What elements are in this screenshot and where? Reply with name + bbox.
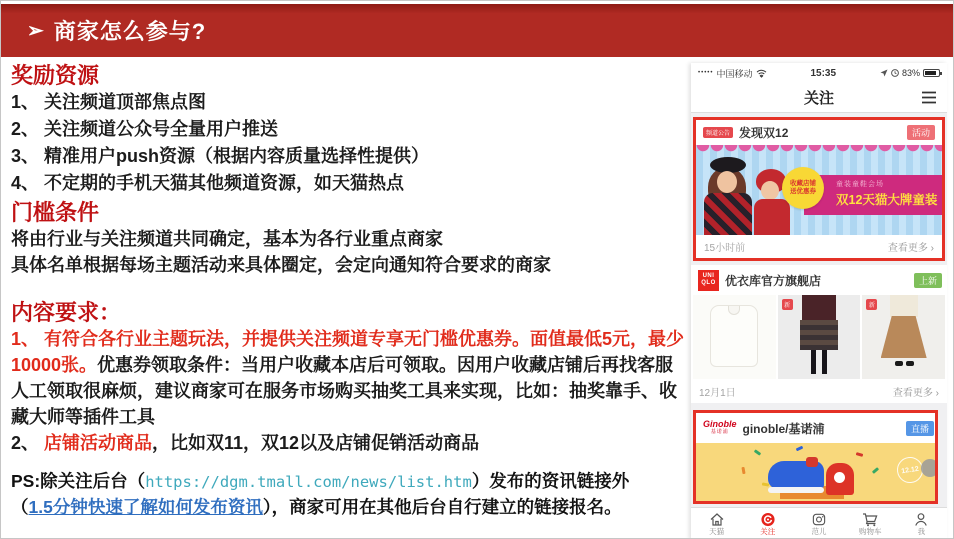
card1-header [696,120,942,145]
tab-follow[interactable] [742,508,793,539]
card2-timestamp: 12月1日 [699,387,736,399]
ginoble-logo-sub: 基诺浦 [710,429,729,435]
phone-screenshot [691,63,947,539]
cart-icon [862,512,879,527]
carrier-label: 中国移动 [716,68,753,79]
uniqlo-logo [698,270,719,291]
rewards-item-2: 2、 关注频道公众号全量用户推送 [11,119,279,139]
product-thumb-skirt[interactable] [862,295,945,379]
card2-footer [691,379,947,403]
card2-title: 优衣库官方旗舰店 [725,273,822,288]
content-req-item-2-num: 2、 [11,433,45,453]
thumb-new-badge: 新 [782,299,793,310]
arrow-icon: ➢ [27,20,44,42]
tab-fashion-label: 范儿 [811,527,827,536]
channel-tag-badge: 频道公告 [703,127,733,138]
page-title: 商家怎么参与? [53,19,207,44]
alarm-icon [891,69,899,77]
nav-title: 关注 [803,90,834,107]
person-icon [913,512,929,527]
wifi-icon [756,69,767,78]
ginoble-logo [703,420,737,436]
rewards-heading: 奖励资源 [11,63,100,88]
floating-widget-icon [921,459,935,477]
uniqlo-logo-bottom: QLO [701,280,716,286]
red-boot [826,463,854,495]
section-rewards [11,63,691,197]
tutorial-link[interactable]: 1.5分钟快速了解如何发布资讯 [28,497,263,517]
feed-area [691,114,947,507]
promo-ribbon [804,175,942,215]
slide-header [1,4,953,57]
bubble-line-1: 收藏店铺 [790,180,816,187]
tab-me-label: 我 [917,527,926,536]
tab-tmall-home-label: 天猫 [709,527,725,536]
ps-paren-open: （ [11,497,29,517]
section-content-req [11,300,691,456]
rewards-item-1: 1、 关注频道顶部焦点图 [11,92,207,112]
content-req-item-1-rest: 优惠券领取条件：当用户收藏本店后可领取。因用户收藏店铺后再找客服人工领取很麻烦，建议商家可在服务市场购买抽奖工具来实现，比如：抽奖靠手、收藏大师等插件工具 [11,355,677,427]
promo-small-text: 童装童鞋会场 [836,181,884,188]
ps-prefix: PS:除关注后台（ [11,471,146,491]
home-icon [709,512,725,527]
tab-me[interactable] [896,508,947,539]
tab-follow-label: 关注 [760,527,776,536]
content-column [11,63,691,520]
card3-header [696,413,935,443]
promo-big-text: 双12天猫大牌童装 [836,193,938,207]
battery-percent: 83% [901,68,920,78]
tab-bar [691,507,947,539]
hamburger-menu-icon[interactable] [921,91,937,104]
tab-cart[interactable] [845,508,896,539]
card1-see-more-link[interactable]: 查看更多 › [887,243,934,254]
live-badge: 直播 [906,421,934,436]
tab-cart-label: 购物车 [858,527,882,536]
ginoble-logo-text: Ginoble [703,419,737,429]
content-req-item-2-rest: ，比如双11，双12以及店铺促销活动商品 [152,433,480,453]
rewards-item-3: 3、 精准用户push资源（根据内容质量选择性提供） [11,146,430,166]
product-thumb-shorts[interactable] [778,295,861,379]
feed-card-ginoble[interactable] [693,410,938,504]
ps-note [11,469,691,520]
backend-url-link[interactable]: https://dgm.tmall.com/news/list.htm [145,473,472,491]
threshold-heading: 门槛条件 [11,200,100,225]
double12-stamp: 12.12 [895,455,924,484]
nav-bar [691,83,947,113]
content-req-heading: 内容要求： [11,300,122,325]
rewards-item-4: 4、 不定期的手机天猫其他频道资源，如天猫热点 [11,173,405,193]
threshold-line-1: 将由行业与关注频道共同确定，基本为各行业重点商家 [11,229,443,249]
section-threshold [11,200,691,278]
product-thumbnails [691,295,947,379]
ps-mid: ）发布的资讯链接外 [471,471,630,491]
signal-strength-icon: ••••• [698,70,714,76]
camera-icon [811,512,827,527]
content-req-item-2 [11,430,691,456]
new-arrival-badge: 上新 [914,273,942,288]
card3-title: ginoble/基诺浦 [742,421,825,436]
ps-suffix: ），商家可用在其他后台自行建立的链接报名。 [262,497,622,517]
follow-icon [760,512,776,527]
product-thumb-shirt[interactable] [693,295,776,379]
card2-see-more-link[interactable]: 查看更多 › [892,387,939,399]
tab-fashion[interactable] [793,508,844,539]
status-bar [691,63,947,83]
activity-badge: 活动 [907,125,935,140]
card1-banner-image[interactable] [696,145,942,235]
card1-timestamp: 15小时前 [704,243,746,254]
threshold-line-2: 具体名单根据每场主题活动来具体圈定，会定向通知符合要求的商家 [11,255,551,275]
card1-title: 发现双12 [739,126,789,140]
bubble-line-2: 送优惠券 [790,188,816,195]
coupon-bubble [782,167,824,209]
card3-banner-image[interactable] [696,443,935,501]
feed-card-faxian12[interactable] [693,117,945,261]
card1-footer [696,235,942,258]
content-req-item-2-em: 店铺活动商品 [44,433,153,453]
location-icon [880,69,888,77]
battery-icon [923,69,940,77]
blue-shoe [768,461,824,489]
content-req-item-1 [11,326,691,430]
uniqlo-logo-top: UNI [702,273,715,279]
status-time: 15:35 [810,67,837,79]
thumb-new-badge-2: 新 [866,299,877,310]
tab-tmall-home[interactable] [691,508,742,539]
content-req-item-1-em: 1、 有符合各行业主题玩法，并提供关注频道专享无门槛优惠券。面值最低5元，最少10000张。 [11,329,685,375]
feed-card-uniqlo[interactable] [691,265,947,403]
card2-header [691,265,947,295]
